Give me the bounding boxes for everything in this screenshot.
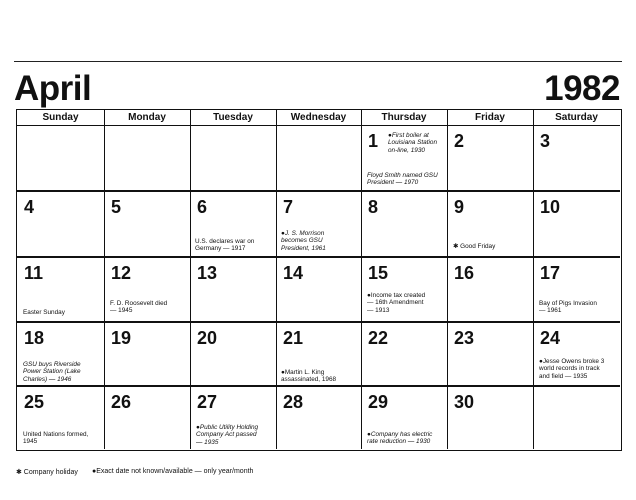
day-number: 5 [111, 197, 122, 217]
day-number: 27 [197, 392, 218, 412]
day-cell-23[interactable] [447, 323, 533, 385]
day-cell-14[interactable] [276, 258, 361, 321]
day-cell-7[interactable] [276, 192, 361, 256]
day-number: 24 [540, 328, 561, 348]
day-cell-24[interactable] [533, 323, 620, 385]
event-note: F. D. Roosevelt died — 1945 [110, 300, 168, 315]
day-cell-16[interactable] [447, 258, 533, 321]
weekday-monday: Monday [128, 112, 166, 123]
day-number: 3 [540, 131, 551, 151]
day-number: 21 [283, 328, 304, 348]
event-note: U.S. declares war on Germany — 1917 [195, 238, 255, 253]
event-note: ●Company has electric rate reduction — 1930 [367, 431, 433, 446]
event-note: ●J. S. Morrison becomes GSU President, 1961 [281, 230, 326, 252]
day-number: 22 [368, 328, 389, 348]
day-number: 6 [197, 197, 208, 217]
day-cell-21[interactable] [276, 323, 361, 385]
weekday-tuesday: Tuesday [213, 112, 253, 123]
event-note: ●First boiler at Louisiana Station on-line, 1930 [388, 132, 438, 154]
day-cell-15[interactable] [361, 258, 447, 321]
year-title: 1982 [544, 69, 620, 108]
day-number: 12 [111, 263, 132, 283]
day-cell-28[interactable] [276, 387, 361, 449]
day-cell-19[interactable] [104, 323, 190, 385]
event-note: ●Income tax created — 16th Amendment — 1913 [367, 292, 426, 314]
weekday-friday: Friday [474, 112, 505, 123]
day-number: 11 [24, 263, 44, 283]
day-number: 15 [368, 263, 389, 283]
day-number: 23 [454, 328, 475, 348]
day-cell-27[interactable] [190, 387, 276, 449]
day-number: 13 [197, 263, 218, 283]
day-number: 16 [454, 263, 475, 283]
day-cell-29[interactable] [361, 387, 447, 449]
event-note: ●Jesse Owens broke 3 world records in track and field — 1935 [539, 358, 605, 380]
day-cell-8[interactable] [361, 192, 447, 256]
weekday-wednesday: Wednesday [290, 112, 347, 123]
event-note: Bay of Pigs Invasion — 1961 [539, 300, 597, 315]
header-rule [14, 61, 622, 62]
event-note: Easter Sunday [23, 309, 65, 316]
day-number: 19 [111, 328, 132, 348]
event-note: United Nations formed, 1945 [23, 431, 89, 446]
day-cell-10[interactable] [533, 192, 620, 256]
day-number: 30 [454, 392, 475, 412]
day-cell-26[interactable] [104, 387, 190, 449]
event-note: GSU buys Riverside Power Station (Lake Charles) — 1946 [23, 361, 81, 383]
weekday-saturday: Saturday [555, 112, 598, 123]
day-cell-17[interactable] [533, 258, 620, 321]
day-cell-4[interactable] [17, 192, 104, 256]
day-number: 25 [24, 392, 45, 412]
day-number: 26 [111, 392, 132, 412]
day-number: 4 [24, 197, 35, 217]
day-number: 1 [368, 131, 379, 151]
day-cell-12[interactable] [104, 258, 190, 321]
day-cell-13[interactable] [190, 258, 276, 321]
weekday-sunday: Sunday [42, 112, 79, 123]
event-note: ●Martin L. King assassinated, 1968 [281, 369, 337, 384]
calendar-grid [16, 109, 622, 451]
day-cell-6[interactable] [190, 192, 276, 256]
day-cell-2[interactable] [447, 126, 533, 190]
event-note: ✱ Good Friday [453, 243, 496, 250]
day-cell-22[interactable] [361, 323, 447, 385]
event-note: ●Public Utility Holding Company Act passed — 1935 [196, 424, 259, 446]
weekday-thursday: Thursday [381, 112, 427, 123]
day-cell-11[interactable] [17, 258, 104, 321]
legend-exact-date: ●Exact date not known/available — only year/month [92, 468, 254, 475]
day-number: 7 [283, 197, 294, 217]
day-number: 28 [283, 392, 304, 412]
legend-holiday: ✱ Company holiday [16, 469, 78, 476]
day-number: 29 [368, 392, 389, 412]
day-number: 2 [454, 131, 465, 151]
day-cell-18[interactable] [17, 323, 104, 385]
day-number: 17 [540, 263, 561, 283]
month-title: April [14, 69, 92, 108]
day-number: 9 [454, 197, 465, 217]
day-number: 10 [540, 197, 561, 217]
day-number: 14 [283, 263, 304, 283]
day-number: 8 [368, 197, 379, 217]
day-cell-3[interactable] [533, 126, 620, 190]
day-number: 20 [197, 328, 218, 348]
day-cell-5[interactable] [104, 192, 190, 256]
day-cell-1[interactable] [361, 126, 447, 190]
day-cell-20[interactable] [190, 323, 276, 385]
event-note: Floyd Smith named GSU President — 1970 [367, 172, 438, 187]
day-cell-9[interactable] [447, 192, 533, 256]
day-cell-25[interactable] [17, 387, 104, 449]
day-number: 18 [24, 328, 45, 348]
day-cell-30[interactable] [447, 387, 533, 449]
